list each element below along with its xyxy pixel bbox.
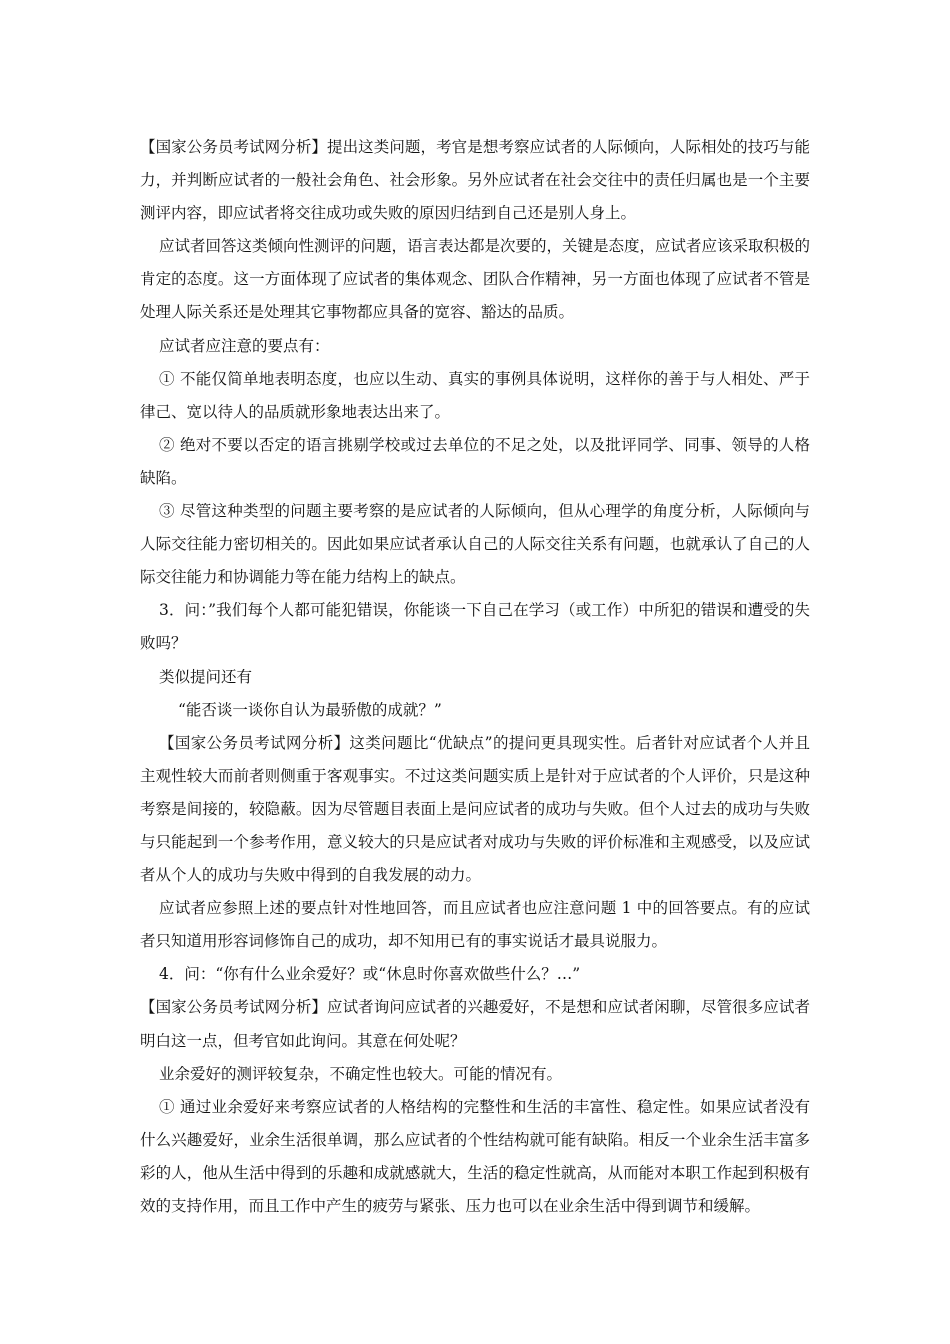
paragraph-attitude: 应试者回答这类倾向性测评的问题，语言表达都是次要的，关键是态度，应试者应该采取积极的肯定的态度。这一方面体现了应试者的集体观念、团队合作精神，另一方面也体现了应试者不管是处理人际关系还是处理其它事物都应具备的宽容、豁达的品质。 [140, 237, 811, 322]
document-body [140, 131, 810, 1223]
paragraph-analysis-1: 【国家公务员考试网分析】提出这类问题，考官是想考察应试者的人际倾向，人际相处的技巧与能力，并判断应试者的一般社会角色、社会形象。另外应试者在社会交往中的责任归属也是一个主要测评内容，即应试者将交往成功或失败的原因归结到自己还是别人身上。 [140, 138, 810, 223]
paragraph-hobby-evaluation: 业余爱好的测评较复杂，不确定性也较大。可能的情况有。 [159, 1064, 563, 1083]
paragraph-key-points-intro: 应试者应注意的要点有： [159, 336, 330, 355]
paragraph-similar-question-quote: “能否谈一谈你自认为最骄傲的成就？” [178, 700, 442, 719]
paragraph-analysis-3: 【国家公务员考试网分析】应试者询问应试者的兴趣爱好，不是想和应试者闲聊，尽管很多应试者明白这一点，但考官如此询问。其意在何处呢？ [140, 998, 810, 1050]
paragraph-analysis-2: 【国家公务员考试网分析】这类问题比“优缺点”的提问更具现实性。后者针对应试者个人并且主观性较大而前者则侧重于客观事实。不过这类问题实质上是针对于应试者的个人评价，只是这种考察是间接的，较隐蔽。因为尽管题目表面上是问应试者的成功与失败。但个人过去的成功与失败与只能起到一个参考作用，意义较大的只是应试者对成功与失败的评价标准和主观感受，以及应试者从个人的成功与失败中得到的自我发展的动力。 [140, 733, 810, 885]
paragraph-point-2: ② 绝对不要以否定的语言挑剔学校或过去单位的不足之处，以及批评同学、同事、领导的人格缺陷。 [140, 435, 810, 487]
paragraph-answer-advice: 应试者应参照上述的要点针对性地回答，而且应试者也应注意问题 1 中的回答要点。有的应试者只知道用形容词修饰自己的成功，却不知用已有的事实说话才最具说服力。 [140, 899, 810, 951]
paragraph-similar-questions: 类似提问还有 [159, 667, 253, 686]
paragraph-question-3: 3．问：”我们每个人都可能犯错误，你能谈一下自己在学习（或工作）中所犯的错误和遭受的失败吗？ [140, 601, 810, 653]
paragraph-point-3: ③ 尽管这种类型的问题主要考察的是应试者的人际倾向，但从心理学的角度分析，人际倾向与人际交往能力密切相关的。因此如果应试者承认自己的人际交往关系有问题，也就承认了自己的人际交往能力和协调能力等在能力结构上的缺点。 [140, 502, 810, 587]
paragraph-hobby-point-1: ① 通过业余爱好来考察应试者的人格结构的完整性和生活的丰富性、稳定性。如果应试者没有什么兴趣爱好，业余生活很单调，那么应试者的个性结构就可能有缺陷。相反一个业余生活丰富多彩的人，他从生活中得到的乐趣和成就感就大，生活的稳定性就高，从而能对本职工作起到积极有效的支持作用，而且工作中产生的疲劳与紧张、压力也可以在业余生活中得到调节和缓解。 [140, 1097, 810, 1215]
paragraph-question-4: 4．问：“你有什么业余爱好？或“休息时你喜欢做些什么？…” [159, 965, 581, 984]
paragraph-point-1: ① 不能仅简单地表明态度，也应以生动、真实的事例具体说明，这样你的善于与人相处、严于律己、宽以待人的品质就形象地表达出来了。 [140, 369, 810, 421]
